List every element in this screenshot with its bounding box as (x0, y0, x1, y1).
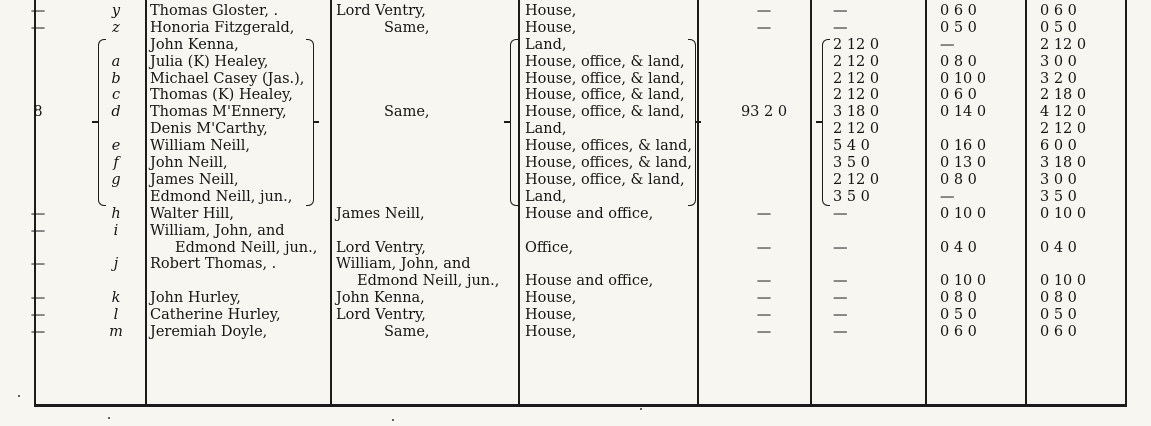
cell-total: 3 2 0 (1040, 70, 1077, 87)
cell-bld: 0 6 0 (940, 2, 977, 19)
cell-desc: House, offices, & land, (525, 138, 693, 155)
cell-letter: z (112, 19, 120, 36)
cell-desc: House, (525, 2, 577, 19)
bottom-rule (34, 404, 1127, 407)
cell-letter: i (113, 222, 119, 239)
cell-bld: 0 14 0 (940, 104, 987, 121)
cell-lessor: Same, (384, 104, 430, 121)
cell-letter: g (111, 171, 121, 188)
cell-lessor: James Neill, (336, 205, 425, 222)
cell-occupier: William Neill, (150, 138, 250, 155)
bracket-point (816, 121, 822, 122)
column-rule (697, 0, 699, 405)
cell-desc: House, office, & land, (525, 171, 685, 188)
cell-total: 0 5 0 (1040, 19, 1077, 36)
cell-bld: 0 13 0 (940, 155, 987, 171)
cell-no: — (30, 256, 46, 273)
cell-bld: 0 5 0 (940, 19, 977, 36)
cell-lessor: Lord Ventry, (336, 239, 426, 256)
cell-letter: m (109, 324, 123, 340)
bracket-point (504, 121, 510, 122)
cell-occupier: William, John, and (150, 222, 285, 239)
column-rule (1125, 0, 1127, 405)
cell-occupier: Thomas M'Ennery, (150, 104, 287, 121)
cell-bld: 0 6 0 (940, 324, 977, 340)
cell-desc: House, offices, & land, (525, 155, 693, 171)
cell-total: 3 0 0 (1040, 53, 1077, 70)
cell-bld: 0 10 0 (940, 273, 987, 290)
cell-occupier: Thomas Gloster, . (150, 2, 279, 19)
cell-total: 2 12 0 (1040, 36, 1087, 53)
cell-area: — (756, 290, 772, 307)
cell-land: 3 18 0 (833, 104, 880, 121)
cell-bld: 0 10 0 (940, 70, 987, 87)
cell-land: — (833, 273, 848, 290)
bracket (510, 39, 518, 206)
cell-land: — (833, 290, 848, 307)
column-rule (34, 0, 36, 405)
cell-bld: 0 8 0 (940, 171, 977, 188)
cell-no: — (30, 2, 46, 19)
cell-total: 0 4 0 (1040, 239, 1077, 256)
cell-desc: House, (525, 324, 577, 340)
column-rule (810, 0, 812, 405)
cell-letter: c (111, 87, 121, 104)
cell-land: — (833, 239, 848, 256)
cell-land: 2 12 0 (833, 121, 880, 138)
cell-total: 6 0 0 (1040, 138, 1077, 155)
cell-desc: Office, (525, 239, 574, 256)
cell-land: — (833, 324, 848, 340)
cell-letter: e (111, 138, 121, 155)
cell-letter: h (111, 205, 121, 222)
cell-total: 0 8 0 (1040, 290, 1077, 307)
cell-desc: House, office, & land, (525, 70, 685, 87)
cell-lessor: Edmond Neill, jun., (357, 273, 500, 290)
cell-total: 0 6 0 (1040, 324, 1077, 340)
cell-area: — (756, 19, 772, 36)
column-rule (330, 0, 332, 405)
cell-total: 2 12 0 (1040, 121, 1087, 138)
cell-desc: House, office, & land, (525, 87, 685, 104)
cell-total: 3 18 0 (1040, 155, 1087, 171)
cell-bld: 0 16 0 (940, 138, 987, 155)
cell-total: 0 5 0 (1040, 307, 1077, 324)
cell-desc: House, (525, 19, 577, 36)
cell-desc: House, office, & land, (525, 53, 685, 70)
cell-desc: Land, (525, 188, 567, 205)
cell-land: 2 12 0 (833, 70, 880, 87)
cell-area: — (756, 2, 772, 19)
cell-occupier: Catherine Hurley, (150, 307, 281, 324)
column-rule (145, 0, 147, 405)
cell-occupier: James Neill, (150, 171, 239, 188)
cell-area: — (756, 205, 772, 222)
cell-occupier: Walter Hill, (150, 205, 235, 222)
cell-desc: House and office, (525, 205, 654, 222)
cell-area: — (756, 273, 772, 290)
cell-no: — (30, 19, 46, 36)
cell-total: 0 6 0 (1040, 2, 1077, 19)
cell-area: — (756, 239, 772, 256)
cell-letter: j (113, 256, 119, 273)
cell-bld: — (940, 188, 955, 205)
cell-total: 4 12 0 (1040, 104, 1087, 121)
cell-desc: House, (525, 307, 577, 324)
cell-no: — (30, 324, 46, 340)
cell-area: — (756, 324, 772, 340)
cell-land: — (833, 307, 848, 324)
column-rule (1025, 0, 1027, 405)
cell-land: 2 12 0 (833, 171, 880, 188)
cell-area: 93 2 0 (740, 104, 788, 121)
cell-bld: 0 5 0 (940, 307, 977, 324)
paper-speck (18, 395, 20, 397)
bracket (822, 39, 830, 206)
cell-no: 8 (33, 104, 43, 121)
cell-land: 3 5 0 (833, 155, 870, 171)
cell-land: — (833, 2, 848, 19)
cell-desc: House, (525, 290, 577, 307)
cell-occupier: Denis M'Carthy, (150, 121, 268, 138)
cell-letter: f (113, 155, 119, 171)
cell-desc: Land, (525, 121, 567, 138)
cell-bld: 0 6 0 (940, 87, 977, 104)
cell-letter: b (111, 70, 121, 87)
cell-no: — (30, 205, 46, 222)
cell-land: — (833, 19, 848, 36)
cell-letter: a (111, 53, 121, 70)
cell-occupier: Edmond Neill, jun., (150, 188, 293, 205)
cell-occupier: John Neill, (150, 155, 228, 171)
cell-lessor: Same, (384, 324, 430, 340)
paper-speck (392, 419, 394, 421)
cell-occupier: Robert Thomas, . (150, 256, 277, 273)
cell-no: — (30, 222, 46, 239)
cell-area: — (756, 307, 772, 324)
cell-lessor: William, John, and (336, 256, 471, 273)
cell-occupier: Thomas (K) Healey, (150, 87, 293, 104)
cell-occupier: Julia (K) Healey, (150, 53, 269, 70)
cell-lessor: Lord Ventry, (336, 307, 426, 324)
cell-occupier: Edmond Neill, jun., (175, 239, 318, 256)
cell-land: 2 12 0 (833, 36, 880, 53)
cell-total: 0 10 0 (1040, 205, 1087, 222)
column-rule (518, 0, 520, 405)
cell-letter: l (113, 307, 119, 324)
cell-land: 5 4 0 (833, 138, 870, 155)
cell-letter: k (111, 290, 121, 307)
cell-lessor: John Kenna, (336, 290, 425, 307)
cell-letter: d (111, 104, 121, 121)
cell-total: 3 0 0 (1040, 171, 1077, 188)
cell-land: 3 5 0 (833, 188, 870, 205)
cell-desc: Land, (525, 36, 567, 53)
cell-occupier: John Kenna, (150, 36, 239, 53)
cell-bld: 0 4 0 (940, 239, 977, 256)
cell-bld: — (940, 36, 955, 53)
cell-occupier: John Hurley, (150, 290, 241, 307)
bracket-point (695, 121, 701, 122)
paper-speck (640, 408, 642, 410)
cell-letter: y (111, 2, 121, 19)
cell-occupier: Michael Casey (Jas.), (150, 70, 305, 87)
cell-bld: 0 8 0 (940, 53, 977, 70)
cell-total: 3 5 0 (1040, 188, 1077, 205)
cell-lessor: Lord Ventry, (336, 2, 426, 19)
cell-bld: 0 8 0 (940, 290, 977, 307)
paper-speck (108, 417, 110, 419)
cell-land: 2 12 0 (833, 87, 880, 104)
cell-lessor: Same, (384, 19, 430, 36)
cell-land: 2 12 0 (833, 53, 880, 70)
column-rule (925, 0, 927, 405)
cell-bld: 0 10 0 (940, 205, 987, 222)
cell-total: 2 18 0 (1040, 87, 1087, 104)
cell-land: — (833, 205, 848, 222)
cell-desc: House, office, & land, (525, 104, 685, 121)
cell-total: 0 10 0 (1040, 273, 1087, 290)
cell-occupier: Honoria Fitzgerald, (150, 19, 295, 36)
bracket-point (92, 121, 98, 122)
cell-desc: House and office, (525, 273, 654, 290)
cell-no: — (30, 307, 46, 324)
cell-no: — (30, 290, 46, 307)
cell-occupier: Jeremiah Doyle, (150, 324, 268, 340)
